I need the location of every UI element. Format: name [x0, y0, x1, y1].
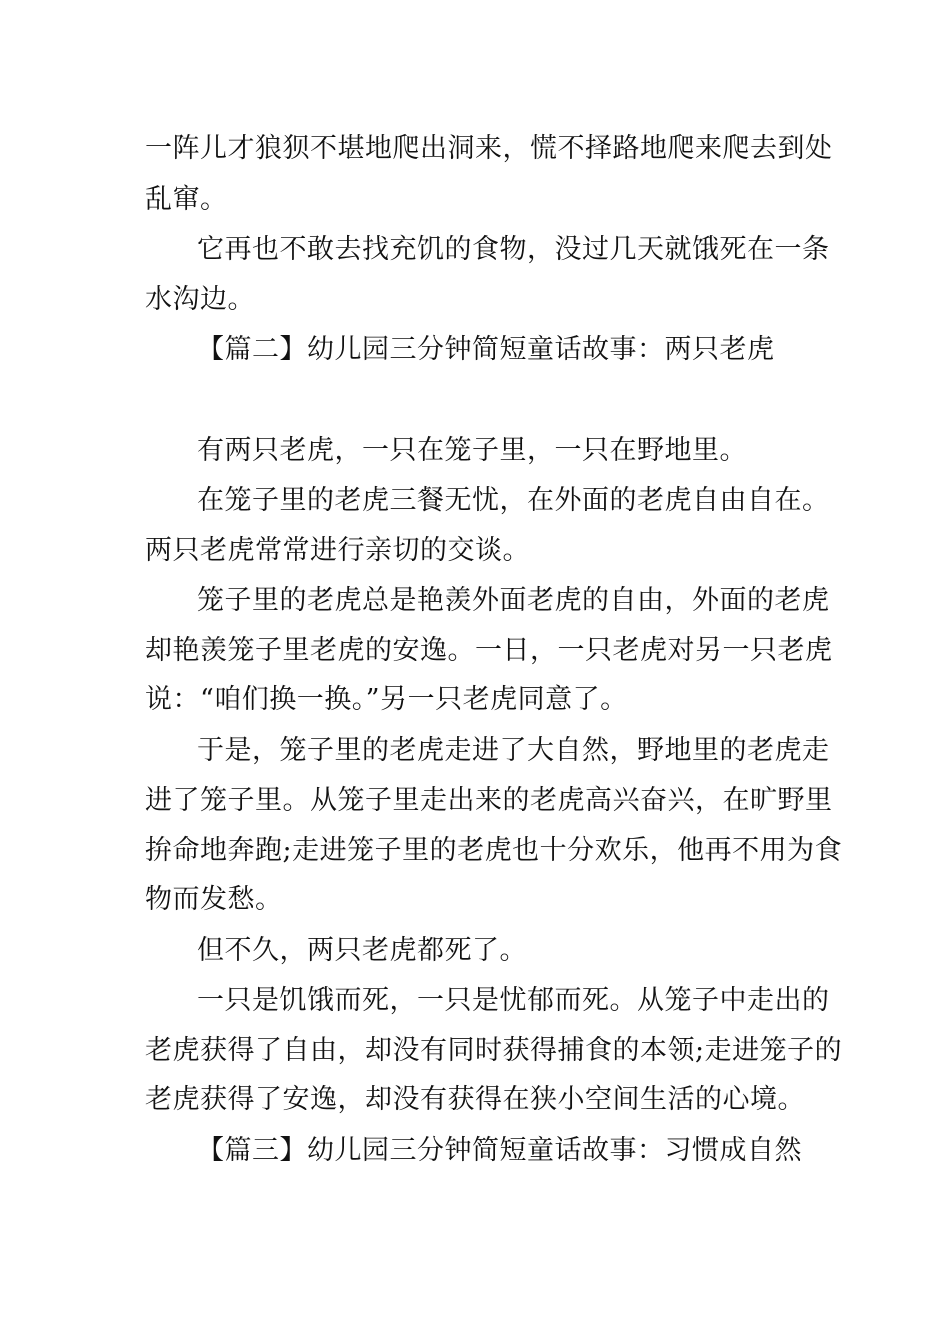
- text-line: 拚命地奔跑;走进笼子里的老虎也十分欢乐，他再不用为食: [145, 835, 843, 866]
- text-line: 它再也不敢去找充饥的食物，没过几天就饿死在一条: [197, 234, 830, 265]
- section-heading: 【篇二】幼儿园三分钟简短童话故事：两只老虎: [197, 334, 775, 365]
- text-line: 于是，笼子里的老虎走进了大自然，野地里的老虎走: [197, 735, 830, 766]
- text-line: 却艳羡笼子里老虎的安逸。一日，一只老虎对另一只老虎: [145, 635, 833, 666]
- text-line: 乱窜。: [145, 184, 228, 215]
- text-line: 进了笼子里。从笼子里走出来的老虎高兴奋兴，在旷野里: [145, 785, 833, 816]
- text-line: 但不久，两只老虎都死了。: [197, 935, 527, 966]
- text-line: 说：“咱们换一换。”另一只老虎同意了。: [145, 684, 628, 715]
- text-line: 两只老虎常常进行亲切的交谈。: [145, 535, 530, 566]
- text-line: 水沟边。: [145, 284, 255, 315]
- text-line: 一阵儿才狼狈不堪地爬出洞来，慌不择路地爬来爬去到处: [145, 133, 833, 164]
- section-heading: 【篇三】幼儿园三分钟简短童话故事：习惯成自然: [197, 1135, 802, 1166]
- text-line: 老虎获得了安逸，却没有获得在狭小空间生活的心境。: [145, 1084, 805, 1115]
- text-line: 老虎获得了自由，却没有同时获得捕食的本领;走进笼子的: [145, 1035, 843, 1066]
- text-line: 在笼子里的老虎三餐无忧，在外面的老虎自由自在。: [197, 485, 830, 516]
- text-line: 有两只老虎，一只在笼子里，一只在野地里。: [197, 435, 747, 466]
- text-line: 物而发愁。: [145, 884, 283, 915]
- text-line: 一只是饥饿而死，一只是忧郁而死。从笼子中走出的: [197, 985, 830, 1016]
- text-line: 笼子里的老虎总是艳羡外面老虎的自由，外面的老虎: [197, 585, 830, 616]
